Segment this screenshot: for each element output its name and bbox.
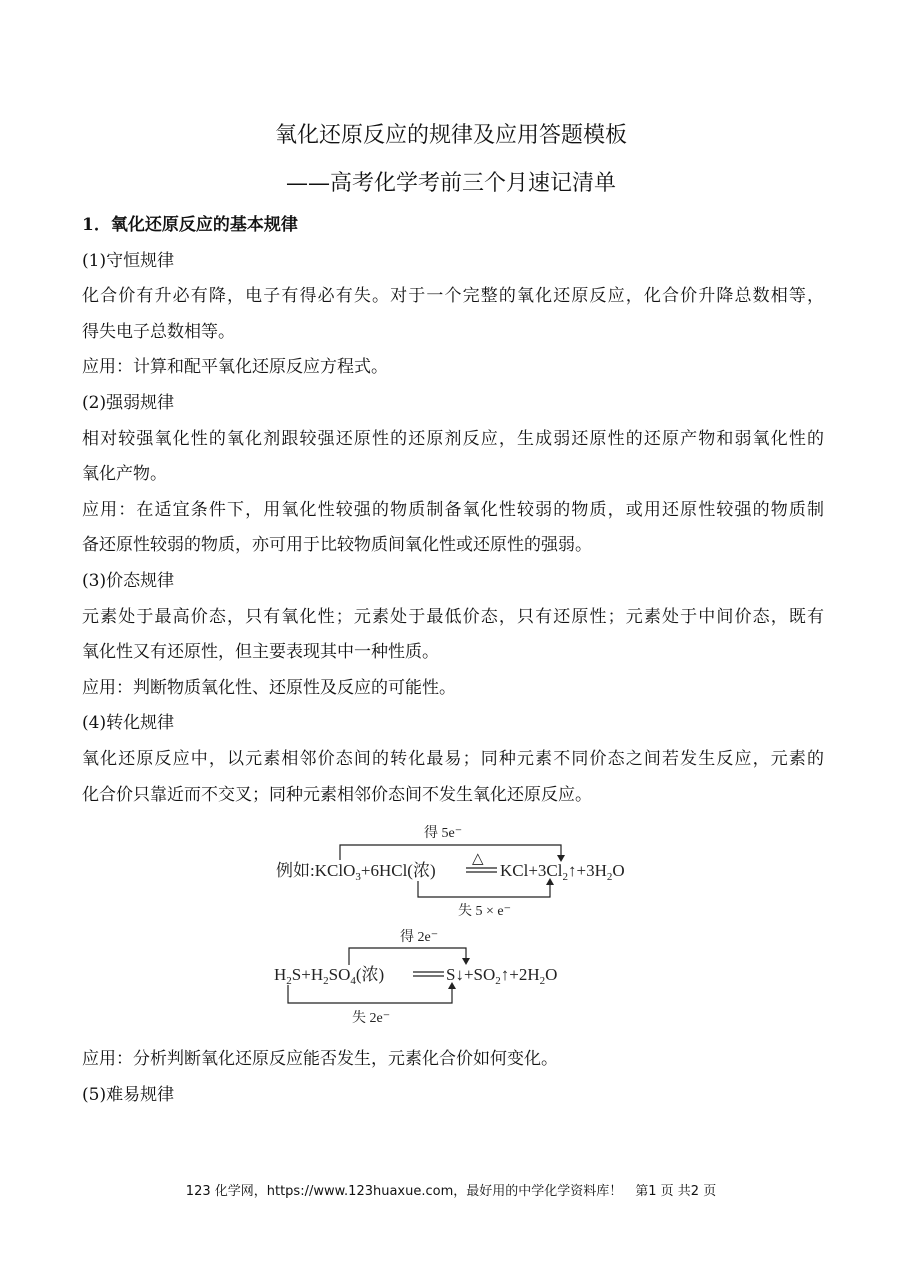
rule3-text-line2: 氧化性又有还原性，但主要表现其中一种性质。 [82, 642, 439, 663]
rule2-text-line2: 氧化产物。 [82, 464, 167, 485]
rule3-application: 应用：判断物质氧化性、还原性及反应的可能性。 [82, 677, 456, 698]
svg-text:KCl+3Cl2↑+3H2O: $KCl+3Cl_2↑+3H_2O$ [500, 861, 625, 883]
rule4-title: (4)转化规律 [82, 713, 175, 734]
page-footer: 123 化学网，https://www.123huaxue.com，最好用的中学化学资料库！ 第1 页 共2 页 [185, 1184, 717, 1199]
lose-electron-label: 失 2e⁻ [352, 1011, 391, 1026]
rule3-title: (3)价态规律 [82, 570, 175, 591]
rule4-application: 应用：分析判断氧化还原反应能否发生，元素化合价如何变化。 [82, 1049, 558, 1069]
heat-symbol: △ [472, 851, 484, 867]
rule1-text-line1: 化合价有升必有降，电子有得必有失。对于一个完整的氧化还原反应，化合价升降总数相等， [82, 286, 824, 307]
rule2-title: (2)强弱规律 [82, 392, 175, 413]
lose-electron-label: 失 5 × e⁻ [458, 904, 511, 919]
rule1-title: (1)守恒规律 [82, 250, 175, 271]
gain-electron-bracket [340, 845, 561, 860]
page-subtitle: ——高考化学考前三个月速记清单 [285, 171, 616, 196]
svg-text:例如:KClO3+6HCl(浓): 例如:KClO$_3$+6HCl(浓) [276, 861, 436, 883]
document-body-continued [82, 1042, 824, 1113]
document-body [82, 208, 824, 813]
svg-text:H2S+H2SO4(浓): $H_2S+H_2SO_4$(浓) [274, 965, 385, 987]
rule4-text-line1: 氧化还原反应中，以元素相邻价态间的转化最易；同种元素不同价态之间若发生反应，元素的 [82, 748, 824, 769]
equation-example-1 [0, 815, 902, 925]
gain-electron-bracket [349, 948, 466, 965]
gain-arrowhead [462, 958, 470, 965]
rule2-application-line1: 应用：在适宜条件下，用氧化性较强的物质制备氧化性较弱的物质，或用还原性较强的物质制 [82, 499, 824, 520]
section-heading: 1．氧化还原反应的基本规律 [82, 215, 298, 235]
rule2-application-line2: 备还原性较弱的物质，亦可用于比较物质间氧化性或还原性的强弱。 [82, 535, 592, 556]
svg-text:S↓+SO2↑+2H2O: $S↓+SO_2↑+2H_2O$ [446, 965, 558, 987]
gain-electron-label: 得 5e⁻ [424, 826, 463, 841]
rule1-application: 应用：计算和配平氧化还原反应方程式。 [82, 357, 388, 378]
rule3-text-line1: 元素处于最高价态，只有氧化性；元素处于最低价态，只有还原性；元素处于中间价态，既有 [82, 606, 824, 627]
page-title: 氧化还原反应的规律及应用答题模板 [274, 123, 627, 148]
lose-electron-bracket [288, 985, 452, 1003]
equation-example-2 [0, 925, 902, 1030]
lose-electron-bracket [418, 881, 550, 897]
rule1-text-line2: 得失电子总数相等。 [82, 321, 235, 342]
rule5-title: (5)难易规律 [82, 1084, 175, 1105]
gain-electron-label: 得 2e⁻ [400, 930, 439, 945]
example-prefix: 例如: [276, 861, 315, 880]
rule4-text-line2: 化合价只靠近而不交叉；同种元素相邻价态间不发生氧化还原反应。 [82, 784, 592, 805]
rule2-text-line1: 相对较强氧化性的氧化剂跟较强还原性的还原剂反应，生成弱还原性的还原产物和弱氧化性的 [82, 428, 824, 449]
